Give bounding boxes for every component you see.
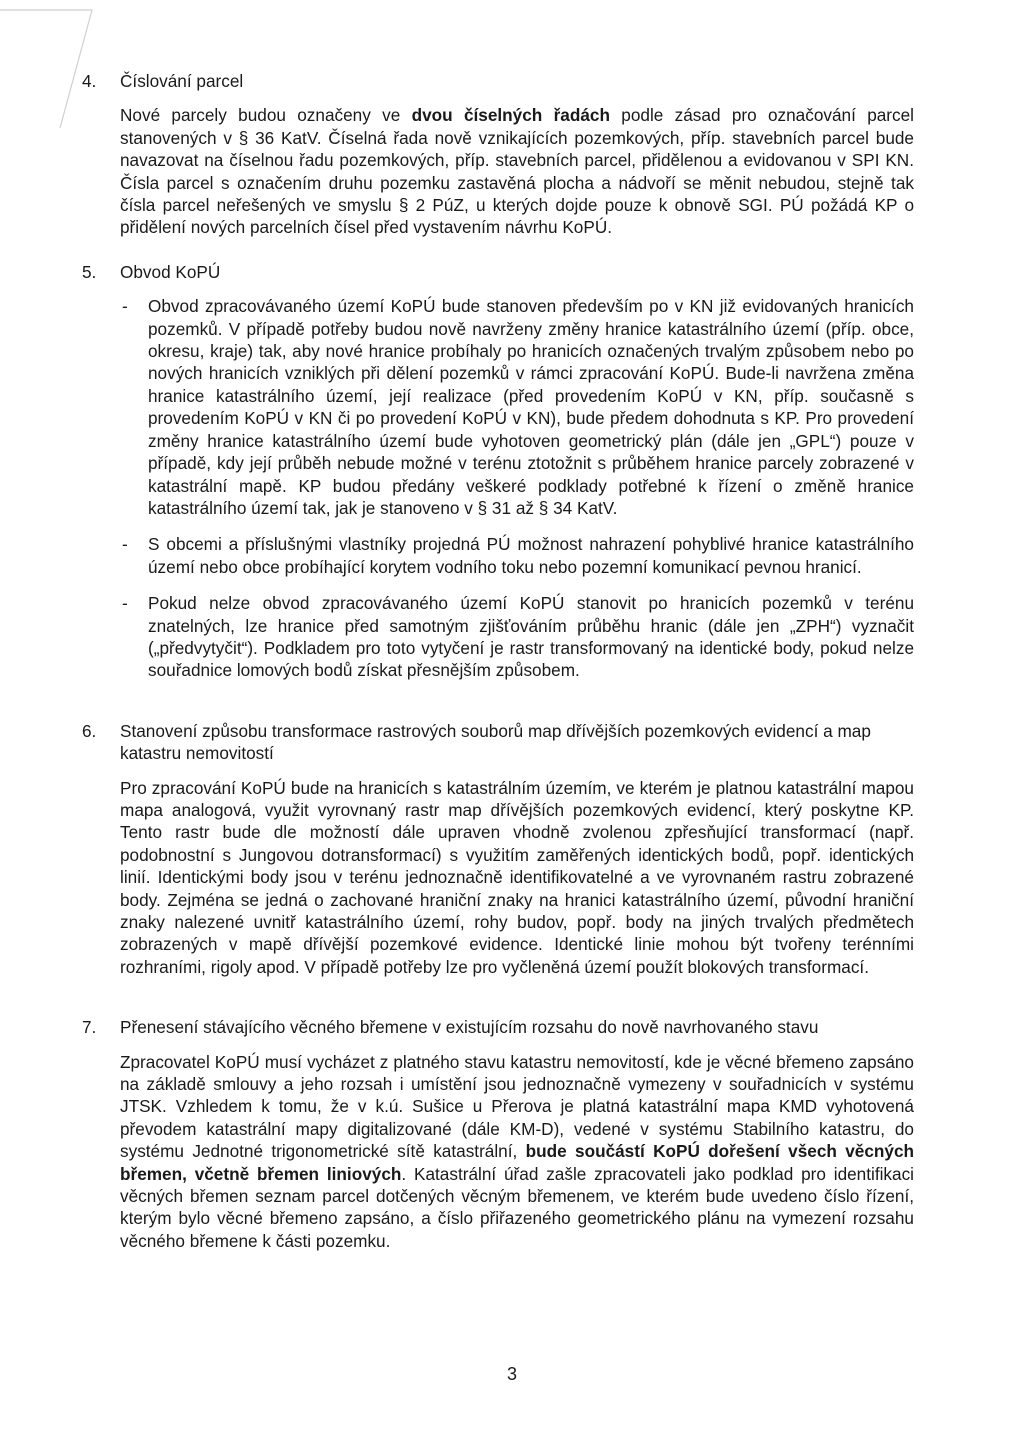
section-4 [82,70,914,239]
section-heading [82,261,914,283]
section-heading [82,720,914,765]
section-7 [82,1016,914,1252]
list-item-text: Obvod zpracovávaného území KoPÚ bude stanoven především po v KN již evidovaných hranicích pozemků. V případě potřeby budou nově navrženy změny hranice katastrálního území (příp. obce, okresu, kraje) tak, aby nové hranice probíhaly po hranicích označených trvalým způsobem nebo po nových hranicích vzniklých při dělení pozemků v rámci zpracování KoPÚ. Bude-li navržena změna hranice katastrálního území, její realizace (před provedením KoPÚ v KN, příp. současně s provedením KoPÚ v KN či po provedení KoPÚ v KN), bude předem dohodnuta s KP. Pro provedení změny hranice katastrálního území bude vyhotoven geometrický plán (dále jen „GPL“) pouze v případě, kdy její průběh nebude možné v terénu ztotožnit s průběhem hranice parcely zobrazené v katastrální mapě. KP budou předány veškeré podklady potřebné k řízení o změně hranice katastrálního území tak, jak je stanoveno v § 31 až § 34 KatV. [148,296,914,518]
paragraph-text: Pro zpracování KoPÚ bude na hranicích s katastrálním územím, ve kterém je platnou katastrální mapou mapa analogová, využit vyrovnaný rastr map dřívějších pozemkových evidencí, který poskytne KP. Tento rastr bude dle možností dále upraven vhodně zvolenou zpřesňující transformací (např. podobnostní s Jungovou dotransformací) s využitím zaměřených identických bodů, popř. identických linií. Identickými body jsou v terénu jednoznačně identifikovatelné a ve vyrovnaném rastru zobrazené body. Zejména se jedná o zachované hraniční znaky na hranici katastrálního území, původní hraniční znaky nalezené uvnitř katastrálního území, rohy budov, popř. body na jiných trvalých předmětech zobrazených v mapě dřívější pozemkové evidence. Identické linie mohou být tvořeny terénními rozhraními, rigoly apod. V případě potřeby lze pro vyčleněná území použít blokových transformací. [120,777,914,977]
section-number: 7. [82,1017,97,1038]
bullet-dash: - [122,296,128,317]
bullet-dash: - [122,593,128,614]
bold-text: bude součástí KoPÚ dořešení všech věcných břemen, včetně břemen liniových [120,1141,914,1184]
section-paragraph [120,777,914,979]
list-item [120,295,914,519]
section-title: Přenesení stávajícího věcného břemene v existujícím rozsahu do nově navrhovaného stavu [120,1017,819,1038]
paragraph-text: Nové parcely budou označeny ve [120,105,412,126]
section-number: 5. [82,261,97,282]
list-item [120,533,914,578]
paragraph-text: podle zásad pro označování parcel stanovených v § 36 KatV. Číselná řada nově vznikajících pozemkových, příp. stavebních parcel bude navazovat na číselnou řadu pozemkových, příp. stavebních parcel, přidělenou a evidovanou v SPI KN. Čísla parcel s označením druhu pozemku zastavěná plocha a nádvoří se měnit nebudou, stejně tak čísla parcel neřešených ve smyslu § 2 PúZ, u kterých dojde pouze k obnově SGI. PÚ požádá KP o přidělení nových parcelních čísel před vystavením návrhu KoPÚ. [120,105,915,238]
section-paragraph [120,1051,914,1253]
section-heading [82,1016,914,1038]
section-heading [82,70,914,92]
section-number: 4. [82,71,97,91]
paragraph-text: . Katastrální úřad zašle zpracovateli jako podklad pro identifikaci věcných břemen seznam parcel dotčených věcným břemenem, ve kterém bude uvedeno číslo řízení, kterým bylo věcné břemeno zapsáno, a číslo přiřazeného geometrického plánu na vymezení rozsahu věcného břemene k části pozemku. [120,1163,914,1251]
page-number: 3 [506,1364,517,1384]
section-title: Číslování parcel [120,71,244,91]
section-title: Obvod KoPÚ [120,261,221,282]
section-number: 6. [82,720,97,741]
section-paragraph [120,104,914,238]
bullet-dash: - [122,534,128,555]
list-item [120,592,914,682]
list-item-text: S obcemi a příslušnými vlastníky projedná PÚ možnost nahrazení pohyblivé hranice katastrálního území nebo obce probíhající korytem vodního toku nebo pozemní komunikací pevnou hranicí. [148,534,914,577]
section-6 [82,720,914,978]
document-page [82,70,914,1252]
paragraph-text: Zpracovatel KoPÚ musí vycházet z platného stavu katastru nemovitostí, kde je věcné břemeno zapsáno na základě smlouvy a jeho rozsah i umístění jsou jednoznačně vymezeny v souřadnicích v systému JTSK. Vzhledem k tomu, že v k.ú. Sušice u Přerova je platná katastrální mapa KMD vyhotovená převodem katastrální mapy digitalizované (dále KM-D), vedené v systému Stabilního katastru, do systému Jednotné trigonometrické sítě katastrální, [120,1051,914,1162]
section-title: Stanovení způsobu transformace rastrových souborů map dřívějších pozemkových evidencí a map katastru nemovitostí [120,720,871,764]
section-5 [82,261,914,682]
list-item-text: Pokud nelze obvod zpracovávaného území KoPÚ stanovit po hranicích pozemků v terénu znatelných, lze hranice před samotným zjišťováním průběhu hranic (dále jen „ZPH“) vyznačit („předvytyčit“). Podkladem pro toto vytyčení je rastr transformovaný na identické body, pokud nelze souřadnice lomových bodů získat přesnějším způsobem. [148,593,914,681]
bullet-list [120,295,914,682]
bold-text: dvou číselných řadách [411,105,610,126]
